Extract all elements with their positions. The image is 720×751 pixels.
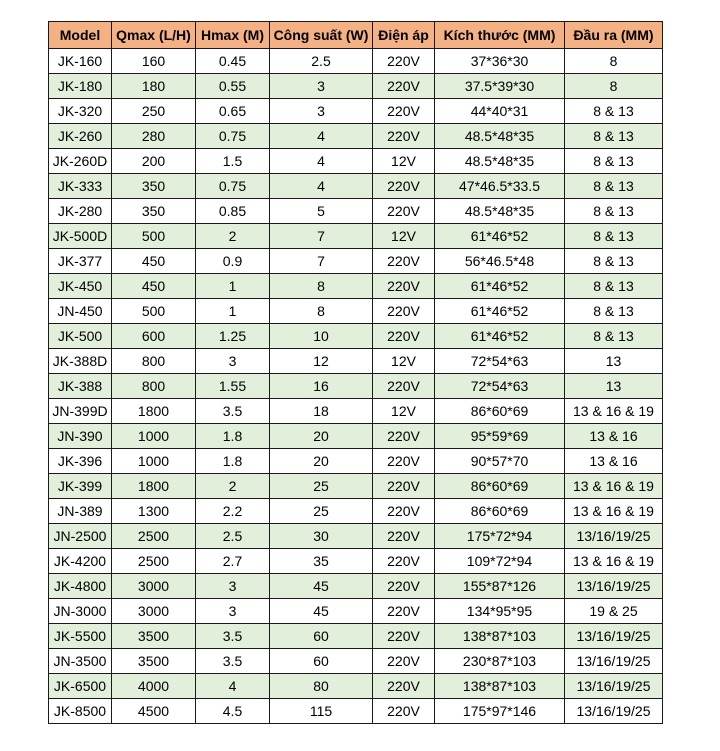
cell-hmax: 3 bbox=[196, 349, 270, 374]
cell-model: JK-320 bbox=[49, 99, 112, 124]
cell-dimensions: 37.5*39*30 bbox=[435, 74, 565, 99]
cell-outlet: 13/16/19/25 bbox=[565, 674, 663, 699]
cell-power: 45 bbox=[270, 599, 373, 624]
cell-outlet: 8 & 13 bbox=[565, 324, 663, 349]
table-row bbox=[49, 599, 663, 624]
cell-outlet: 8 & 13 bbox=[565, 174, 663, 199]
cell-voltage: 12V bbox=[373, 399, 435, 424]
cell-outlet: 8 & 13 bbox=[565, 224, 663, 249]
header-qmax: Qmax (L/H) bbox=[112, 22, 196, 49]
cell-power: 16 bbox=[270, 374, 373, 399]
cell-hmax: 2.5 bbox=[196, 524, 270, 549]
cell-power: 20 bbox=[270, 424, 373, 449]
cell-model: JK-450 bbox=[49, 274, 112, 299]
cell-outlet: 8 & 13 bbox=[565, 299, 663, 324]
cell-qmax: 2500 bbox=[112, 524, 196, 549]
cell-hmax: 0.75 bbox=[196, 174, 270, 199]
cell-model: JN-2500 bbox=[49, 524, 112, 549]
cell-hmax: 0.65 bbox=[196, 99, 270, 124]
cell-qmax: 250 bbox=[112, 99, 196, 124]
cell-model: JK-333 bbox=[49, 174, 112, 199]
cell-model: JN-399D bbox=[49, 399, 112, 424]
cell-hmax: 1.25 bbox=[196, 324, 270, 349]
cell-outlet: 13 & 16 & 19 bbox=[565, 399, 663, 424]
cell-model: JK-180 bbox=[49, 74, 112, 99]
cell-qmax: 1800 bbox=[112, 399, 196, 424]
cell-model: JK-388D bbox=[49, 349, 112, 374]
cell-dimensions: 56*46.5*48 bbox=[435, 249, 565, 274]
cell-qmax: 600 bbox=[112, 324, 196, 349]
cell-outlet: 13 bbox=[565, 374, 663, 399]
cell-outlet: 13 bbox=[565, 349, 663, 374]
cell-voltage: 220V bbox=[373, 299, 435, 324]
cell-outlet: 13/16/19/25 bbox=[565, 624, 663, 649]
cell-power: 3 bbox=[270, 99, 373, 124]
header-power: Công suất (W) bbox=[270, 22, 373, 49]
table-row bbox=[49, 124, 663, 149]
cell-hmax: 1.8 bbox=[196, 424, 270, 449]
cell-power: 7 bbox=[270, 224, 373, 249]
cell-dimensions: 138*87*103 bbox=[435, 624, 565, 649]
cell-qmax: 3500 bbox=[112, 624, 196, 649]
cell-model: JK-160 bbox=[49, 49, 112, 74]
cell-model: JN-3000 bbox=[49, 599, 112, 624]
cell-hmax: 3 bbox=[196, 574, 270, 599]
cell-voltage: 220V bbox=[373, 174, 435, 199]
cell-power: 4 bbox=[270, 124, 373, 149]
cell-dimensions: 138*87*103 bbox=[435, 674, 565, 699]
table-row bbox=[49, 524, 663, 549]
cell-dimensions: 48.5*48*35 bbox=[435, 199, 565, 224]
cell-outlet: 13/16/19/25 bbox=[565, 524, 663, 549]
cell-hmax: 0.9 bbox=[196, 249, 270, 274]
cell-outlet: 13/16/19/25 bbox=[565, 649, 663, 674]
cell-outlet: 8 & 13 bbox=[565, 99, 663, 124]
cell-voltage: 220V bbox=[373, 699, 435, 724]
cell-voltage: 220V bbox=[373, 624, 435, 649]
cell-dimensions: 44*40*31 bbox=[435, 99, 565, 124]
cell-power: 45 bbox=[270, 574, 373, 599]
cell-hmax: 0.85 bbox=[196, 199, 270, 224]
cell-voltage: 220V bbox=[373, 74, 435, 99]
header-model: Model bbox=[49, 22, 112, 49]
cell-hmax: 4.5 bbox=[196, 699, 270, 724]
cell-hmax: 3.5 bbox=[196, 624, 270, 649]
cell-model: JK-260D bbox=[49, 149, 112, 174]
cell-dimensions: 61*46*52 bbox=[435, 324, 565, 349]
cell-outlet: 13/16/19/25 bbox=[565, 699, 663, 724]
cell-voltage: 12V bbox=[373, 149, 435, 174]
cell-power: 18 bbox=[270, 399, 373, 424]
cell-outlet: 8 & 13 bbox=[565, 124, 663, 149]
cell-outlet: 8 & 13 bbox=[565, 199, 663, 224]
cell-hmax: 0.45 bbox=[196, 49, 270, 74]
cell-voltage: 220V bbox=[373, 599, 435, 624]
cell-hmax: 2 bbox=[196, 224, 270, 249]
cell-power: 30 bbox=[270, 524, 373, 549]
cell-power: 80 bbox=[270, 674, 373, 699]
cell-hmax: 1.55 bbox=[196, 374, 270, 399]
cell-qmax: 3500 bbox=[112, 649, 196, 674]
header-voltage: Điện áp bbox=[373, 22, 435, 49]
cell-qmax: 1000 bbox=[112, 449, 196, 474]
table-row bbox=[49, 699, 663, 724]
cell-model: JK-399 bbox=[49, 474, 112, 499]
cell-dimensions: 37*36*30 bbox=[435, 49, 565, 74]
cell-hmax: 0.75 bbox=[196, 124, 270, 149]
cell-dimensions: 175*72*94 bbox=[435, 524, 565, 549]
cell-power: 2.5 bbox=[270, 49, 373, 74]
cell-voltage: 220V bbox=[373, 499, 435, 524]
cell-voltage: 220V bbox=[373, 424, 435, 449]
table-body bbox=[49, 49, 663, 724]
table-row bbox=[49, 324, 663, 349]
cell-voltage: 220V bbox=[373, 649, 435, 674]
cell-hmax: 3.5 bbox=[196, 399, 270, 424]
cell-model: JK-8500 bbox=[49, 699, 112, 724]
table-row bbox=[49, 399, 663, 424]
cell-dimensions: 175*97*146 bbox=[435, 699, 565, 724]
cell-hmax: 3.5 bbox=[196, 649, 270, 674]
cell-dimensions: 47*46.5*33.5 bbox=[435, 174, 565, 199]
cell-outlet: 19 & 25 bbox=[565, 599, 663, 624]
cell-voltage: 12V bbox=[373, 349, 435, 374]
cell-model: JK-377 bbox=[49, 249, 112, 274]
cell-voltage: 12V bbox=[373, 224, 435, 249]
cell-qmax: 200 bbox=[112, 149, 196, 174]
cell-power: 35 bbox=[270, 549, 373, 574]
table-row bbox=[49, 249, 663, 274]
cell-outlet: 8 bbox=[565, 74, 663, 99]
cell-model: JN-3500 bbox=[49, 649, 112, 674]
cell-qmax: 4000 bbox=[112, 674, 196, 699]
cell-voltage: 220V bbox=[373, 524, 435, 549]
table-header bbox=[49, 22, 663, 49]
cell-power: 12 bbox=[270, 349, 373, 374]
cell-qmax: 1800 bbox=[112, 474, 196, 499]
cell-outlet: 13 & 16 bbox=[565, 449, 663, 474]
cell-power: 8 bbox=[270, 274, 373, 299]
cell-model: JN-450 bbox=[49, 299, 112, 324]
table-row bbox=[49, 574, 663, 599]
cell-power: 60 bbox=[270, 649, 373, 674]
cell-model: JK-6500 bbox=[49, 674, 112, 699]
cell-qmax: 4500 bbox=[112, 699, 196, 724]
cell-qmax: 280 bbox=[112, 124, 196, 149]
table-row bbox=[49, 624, 663, 649]
cell-power: 4 bbox=[270, 174, 373, 199]
cell-voltage: 220V bbox=[373, 124, 435, 149]
cell-power: 115 bbox=[270, 699, 373, 724]
cell-dimensions: 86*60*69 bbox=[435, 474, 565, 499]
cell-outlet: 8 bbox=[565, 49, 663, 74]
cell-model: JK-388 bbox=[49, 374, 112, 399]
cell-dimensions: 230*87*103 bbox=[435, 649, 565, 674]
cell-dimensions: 95*59*69 bbox=[435, 424, 565, 449]
cell-outlet: 13 & 16 & 19 bbox=[565, 499, 663, 524]
cell-power: 8 bbox=[270, 299, 373, 324]
cell-voltage: 220V bbox=[373, 374, 435, 399]
cell-outlet: 13 & 16 & 19 bbox=[565, 474, 663, 499]
cell-model: JN-390 bbox=[49, 424, 112, 449]
cell-qmax: 350 bbox=[112, 174, 196, 199]
table-row bbox=[49, 449, 663, 474]
cell-power: 3 bbox=[270, 74, 373, 99]
cell-dimensions: 72*54*63 bbox=[435, 349, 565, 374]
cell-hmax: 2.2 bbox=[196, 499, 270, 524]
cell-dimensions: 86*60*69 bbox=[435, 399, 565, 424]
cell-voltage: 220V bbox=[373, 674, 435, 699]
cell-dimensions: 48.5*48*35 bbox=[435, 124, 565, 149]
cell-model: JK-396 bbox=[49, 449, 112, 474]
cell-power: 20 bbox=[270, 449, 373, 474]
table-row bbox=[49, 74, 663, 99]
cell-qmax: 500 bbox=[112, 299, 196, 324]
table-row bbox=[49, 99, 663, 124]
table-row bbox=[49, 174, 663, 199]
cell-power: 4 bbox=[270, 149, 373, 174]
cell-power: 25 bbox=[270, 499, 373, 524]
cell-model: JK-500 bbox=[49, 324, 112, 349]
cell-qmax: 180 bbox=[112, 74, 196, 99]
cell-outlet: 8 & 13 bbox=[565, 274, 663, 299]
cell-model: JK-5500 bbox=[49, 624, 112, 649]
cell-qmax: 2500 bbox=[112, 549, 196, 574]
cell-outlet: 8 & 13 bbox=[565, 249, 663, 274]
table-row bbox=[49, 274, 663, 299]
cell-qmax: 350 bbox=[112, 199, 196, 224]
table-row bbox=[49, 649, 663, 674]
cell-power: 60 bbox=[270, 624, 373, 649]
cell-qmax: 800 bbox=[112, 349, 196, 374]
cell-voltage: 220V bbox=[373, 324, 435, 349]
table-row bbox=[49, 374, 663, 399]
table-row bbox=[49, 49, 663, 74]
cell-outlet: 13/16/19/25 bbox=[565, 574, 663, 599]
cell-voltage: 220V bbox=[373, 49, 435, 74]
table-row bbox=[49, 424, 663, 449]
cell-qmax: 1000 bbox=[112, 424, 196, 449]
cell-dimensions: 72*54*63 bbox=[435, 374, 565, 399]
table-row bbox=[49, 199, 663, 224]
cell-voltage: 220V bbox=[373, 474, 435, 499]
cell-model: JK-4800 bbox=[49, 574, 112, 599]
cell-dimensions: 109*72*94 bbox=[435, 549, 565, 574]
cell-dimensions: 61*46*52 bbox=[435, 299, 565, 324]
table-row bbox=[49, 349, 663, 374]
cell-hmax: 2 bbox=[196, 474, 270, 499]
cell-model: JK-260 bbox=[49, 124, 112, 149]
cell-dimensions: 90*57*70 bbox=[435, 449, 565, 474]
header-dimensions: Kích thước (MM) bbox=[435, 22, 565, 49]
cell-outlet: 8 & 13 bbox=[565, 149, 663, 174]
cell-dimensions: 48.5*48*35 bbox=[435, 149, 565, 174]
header-row bbox=[49, 22, 663, 49]
cell-qmax: 3000 bbox=[112, 599, 196, 624]
cell-voltage: 220V bbox=[373, 574, 435, 599]
cell-voltage: 220V bbox=[373, 549, 435, 574]
cell-voltage: 220V bbox=[373, 99, 435, 124]
cell-dimensions: 134*95*95 bbox=[435, 599, 565, 624]
cell-power: 25 bbox=[270, 474, 373, 499]
cell-model: JK-280 bbox=[49, 199, 112, 224]
cell-power: 10 bbox=[270, 324, 373, 349]
pump-spec-table bbox=[48, 21, 663, 724]
header-hmax: Hmax (M) bbox=[196, 22, 270, 49]
cell-hmax: 2.7 bbox=[196, 549, 270, 574]
cell-voltage: 220V bbox=[373, 249, 435, 274]
cell-dimensions: 86*60*69 bbox=[435, 499, 565, 524]
cell-model: JK-4200 bbox=[49, 549, 112, 574]
cell-qmax: 450 bbox=[112, 249, 196, 274]
cell-dimensions: 61*46*52 bbox=[435, 274, 565, 299]
cell-qmax: 800 bbox=[112, 374, 196, 399]
table-row bbox=[49, 299, 663, 324]
cell-voltage: 220V bbox=[373, 274, 435, 299]
header-outlet: Đầu ra (MM) bbox=[565, 22, 663, 49]
table-row bbox=[49, 224, 663, 249]
cell-hmax: 1.5 bbox=[196, 149, 270, 174]
cell-voltage: 220V bbox=[373, 449, 435, 474]
cell-qmax: 3000 bbox=[112, 574, 196, 599]
cell-voltage: 220V bbox=[373, 199, 435, 224]
cell-qmax: 160 bbox=[112, 49, 196, 74]
cell-hmax: 1 bbox=[196, 299, 270, 324]
cell-hmax: 1 bbox=[196, 274, 270, 299]
table-row bbox=[49, 474, 663, 499]
cell-outlet: 13 & 16 & 19 bbox=[565, 549, 663, 574]
cell-hmax: 4 bbox=[196, 674, 270, 699]
table-row bbox=[49, 499, 663, 524]
cell-model: JN-389 bbox=[49, 499, 112, 524]
table-row bbox=[49, 549, 663, 574]
cell-power: 5 bbox=[270, 199, 373, 224]
cell-model: JK-500D bbox=[49, 224, 112, 249]
cell-outlet: 13 & 16 bbox=[565, 424, 663, 449]
table-row bbox=[49, 149, 663, 174]
cell-hmax: 3 bbox=[196, 599, 270, 624]
cell-qmax: 1300 bbox=[112, 499, 196, 524]
cell-hmax: 0.55 bbox=[196, 74, 270, 99]
cell-qmax: 500 bbox=[112, 224, 196, 249]
cell-hmax: 1.8 bbox=[196, 449, 270, 474]
cell-power: 7 bbox=[270, 249, 373, 274]
cell-qmax: 450 bbox=[112, 274, 196, 299]
cell-dimensions: 155*87*126 bbox=[435, 574, 565, 599]
table-row bbox=[49, 674, 663, 699]
cell-dimensions: 61*46*52 bbox=[435, 224, 565, 249]
